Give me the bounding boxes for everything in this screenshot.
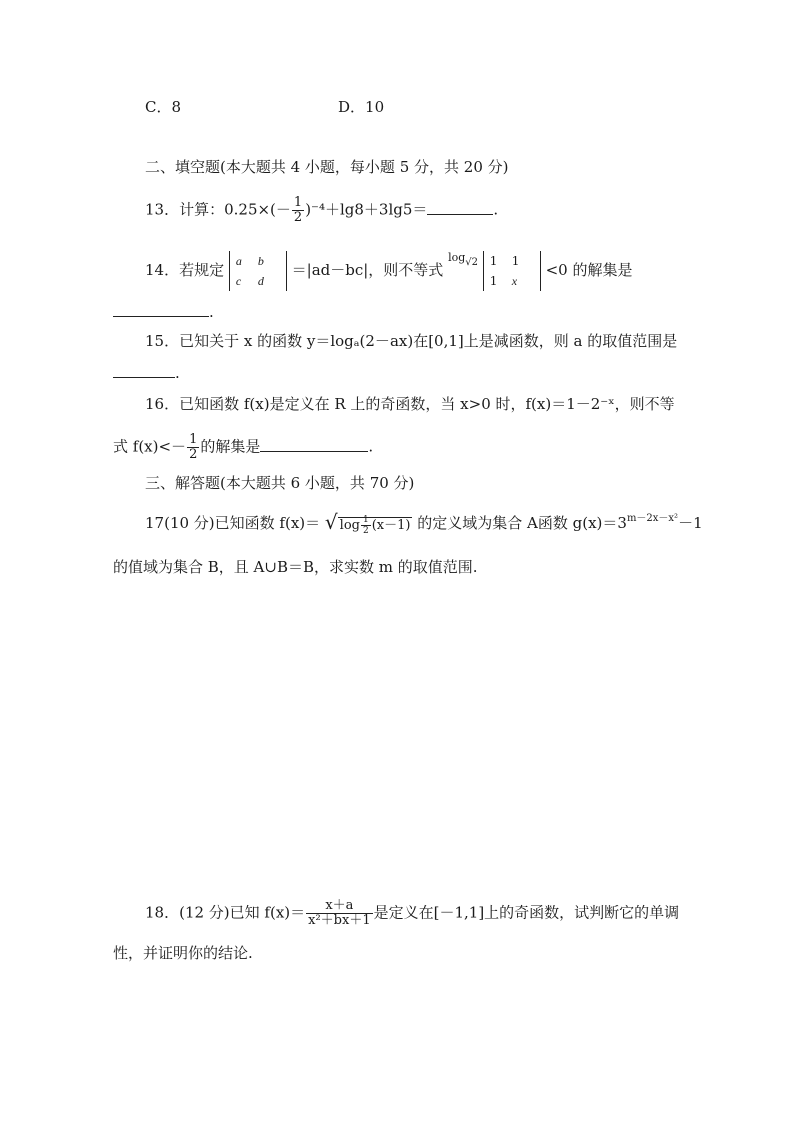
q14-log — [448, 251, 479, 268]
q13-prefix: 13．计算：0.25×(－ — [145, 200, 291, 219]
q15-answer-blank[interactable] — [113, 363, 175, 378]
option-c: C．8 — [145, 98, 182, 116]
question-18 — [145, 899, 679, 928]
q13-fraction — [292, 196, 304, 225]
q14-determinant-1 — [229, 251, 287, 291]
q17-sqrt — [325, 512, 413, 536]
q18-fraction — [306, 899, 372, 928]
q17-arg: (x－1) — [371, 518, 411, 533]
question-13 — [145, 196, 498, 225]
q14-log-base: √2 — [465, 257, 479, 268]
q13-answer-blank[interactable] — [427, 200, 493, 215]
q14-end: . — [209, 303, 214, 321]
sqrt-icon: √ — [324, 510, 338, 534]
q16-prefix: 式 f(x)<－ — [113, 437, 187, 456]
det2-a: 1 — [489, 254, 498, 268]
q16-frac-den: 2 — [189, 447, 198, 462]
question-16: 16．已知函数 f(x)是定义在 R 上的奇函数，当 x>0 时，f(x)＝1－2⁻ˣ，则不等 — [145, 395, 675, 413]
q18-prefix: 18．(12 分)已知 f(x)＝ — [145, 903, 306, 922]
q14-log-text: log — [448, 251, 466, 264]
q18-line2: 性，并证明你的结论. — [113, 944, 253, 962]
q16-frac-num: 1 — [189, 432, 198, 447]
q17-radicand — [338, 515, 413, 536]
q17-base-den: 2 — [362, 526, 369, 536]
q17-mid: 的定义域为集合 A函数 g(x)＝3 — [417, 514, 627, 532]
q18-frac-num: x＋a — [306, 899, 372, 914]
q14-suffix: <0 的解集是 — [545, 261, 633, 279]
q14-prefix: 14．若规定 — [145, 261, 225, 279]
det2-b: 1 — [511, 254, 520, 268]
section-fill-blank-title: 二、填空题(本大题共 4 小题，每小题 5 分，共 20 分) — [145, 158, 509, 176]
q17-exponent: m－2x－x² — [626, 513, 679, 524]
q14-answer-blank[interactable] — [113, 302, 209, 317]
question-17 — [145, 509, 703, 536]
det2-c: 1 — [489, 274, 498, 288]
q16-fraction — [187, 433, 199, 462]
det1-d: d — [257, 274, 264, 288]
q16-answer-blank[interactable] — [260, 437, 368, 452]
det1-a: a — [235, 254, 242, 268]
q15-answer-line — [113, 363, 180, 383]
q17-suffix: －1 — [678, 514, 703, 532]
section-answer-title: 三、解答题(本大题共 6 小题，共 70 分) — [145, 474, 415, 492]
q17-prefix: 17(10 分)已知函数 f(x)＝ — [145, 514, 321, 532]
q17-base-num: 1 — [362, 515, 369, 525]
question-14 — [145, 248, 632, 291]
q13-suffix: )⁻⁴＋lg8＋3lg5＝ — [305, 200, 428, 219]
det2-d: x — [511, 274, 518, 288]
q14-answer-line — [113, 302, 214, 322]
q17-line2: 的值域为集合 B，且 A∪B＝B，求实数 m 的取值范围. — [113, 558, 478, 576]
q14-determinant-2 — [483, 251, 541, 291]
q14-mid: ＝|ad－bc|，则不等式 — [291, 261, 444, 279]
q16-suffix: 的解集是 — [200, 437, 261, 456]
q18-frac-den: x²＋bx＋1 — [308, 913, 371, 928]
q18-suffix: 是定义在[－1,1]上的奇函数，试判断它的单调 — [373, 903, 680, 922]
q17-log: log — [339, 518, 360, 533]
q16-line2 — [113, 433, 373, 462]
q16-end: . — [368, 437, 374, 456]
q13-end: . — [493, 200, 499, 219]
det1-b: b — [257, 254, 264, 268]
question-15: 15．已知关于 x 的函数 y＝logₐ(2－ax)在[0,1]上是减函数，则 a 的取值范围是 — [145, 332, 678, 350]
det1-c: c — [235, 274, 242, 288]
q15-end: . — [175, 364, 180, 382]
q13-frac-num: 1 — [293, 195, 303, 210]
q13-frac-den: 2 — [293, 210, 303, 225]
option-d: D．10 — [338, 98, 385, 116]
